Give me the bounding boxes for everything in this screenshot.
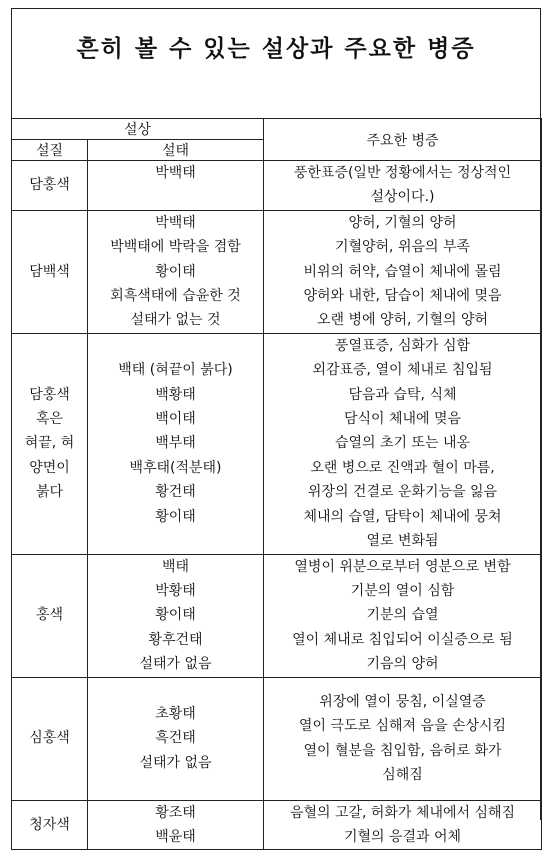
tongue-coating-line: 설태가 없음 <box>139 656 212 673</box>
disease-line: 열이 혈분을 침입함, 음허로 화가 <box>303 742 502 759</box>
disease-line: 풍한표증(일반 정황에서는 정상적인 <box>293 165 512 181</box>
disease-line: 기혈의 응결과 어체 <box>343 828 462 845</box>
tongue-coating-line: 황후건태 <box>148 631 203 648</box>
tongue-body-line: 담백색 <box>29 263 70 280</box>
disease-line: 기분의 열이 심함 <box>350 582 455 599</box>
tongue-body-color <box>12 161 88 211</box>
tongue-body-color <box>12 210 88 333</box>
tongue-coating-line: 황건태 <box>155 484 196 501</box>
disease-line: 담식이 체내에 몆음 <box>343 411 462 428</box>
tongue-coating-cell <box>88 800 264 850</box>
tongue-body-color <box>12 554 88 677</box>
tongue-body-line: 양면이 <box>29 459 70 476</box>
disease-cell <box>264 210 542 333</box>
tongue-body-line: 담홍색 <box>29 177 70 194</box>
disease-line: 외감표증, 열이 체내로 침입됨 <box>312 362 493 379</box>
tongue-body-line: 청자색 <box>29 816 70 833</box>
table-row <box>12 800 542 850</box>
tongue-coating-line: 회흑색태에 습윤한 것 <box>110 288 241 305</box>
disease-line: 기음의 양허 <box>366 656 439 673</box>
tongue-coating-line: 박백태 <box>155 165 196 181</box>
tongue-coating-line: 설태가 없음 <box>139 754 212 771</box>
tongue-coating-line: 백태 <box>161 558 190 575</box>
disease-line: 설상이다.) <box>370 189 435 206</box>
tongue-coating-line: 박황태 <box>155 582 196 599</box>
tongue-coating-line: 황이태 <box>155 263 196 280</box>
table-row <box>12 677 542 800</box>
tongue-body-color <box>12 800 88 850</box>
tongue-body-line: 심홍색 <box>29 730 70 747</box>
disease-line: 심해짐 <box>382 766 423 783</box>
tongue-coating-line: 백부태 <box>155 435 196 452</box>
tongue-coating-cell <box>88 554 264 677</box>
tongue-coating-line: 흑건태 <box>155 730 196 747</box>
disease-line: 열이 극도로 심해져 음을 손상시킴 <box>298 718 507 735</box>
disease-line: 오랜 병에 양허, 기혈의 양허 <box>316 312 488 329</box>
disease-line: 풍열표증, 심화가 심함 <box>334 337 471 354</box>
table-row <box>12 554 542 677</box>
table-row <box>12 210 542 333</box>
disease-line: 기분의 습열 <box>366 607 439 624</box>
tongue-coating-line: 황이태 <box>155 508 196 525</box>
disease-line: 위장의 건결로 운화기능을 잃음 <box>307 484 498 501</box>
disease-line: 열이 체내로 침입되어 이실증으로 됨 <box>292 631 513 648</box>
disease-cell <box>264 554 542 677</box>
disease-cell <box>264 677 542 800</box>
disease-line: 양허와 내한, 담습이 체내에 몆음 <box>303 288 502 305</box>
header-tongue-coating: 설태 <box>88 140 264 161</box>
disease-line: 양허, 기혈의 양허 <box>348 214 457 231</box>
tongue-coating-line: 백후태(적분태) <box>129 459 222 476</box>
tongue-body-color <box>12 677 88 800</box>
disease-line: 열로 변화됨 <box>366 533 439 550</box>
disease-line: 기혈양허, 위음의 부족 <box>334 239 471 256</box>
tongue-coating-line: 백이태 <box>155 411 196 428</box>
disease-line: 오랜 병으로 진액과 혈이 마름, <box>310 459 495 476</box>
header-tongue-appearance: 설상 <box>12 119 264 140</box>
tongue-body-line: 혀끝, 혀 <box>24 435 75 452</box>
disease-cell <box>264 333 542 554</box>
tongue-coating-line: 백태 (혀끝이 붉다) <box>118 362 233 379</box>
header-tongue-body: 설질 <box>12 140 88 161</box>
tongue-coating-line: 백황태 <box>155 386 196 403</box>
tongue-coating-line: 백윤태 <box>155 828 196 845</box>
tongue-coating-cell <box>88 161 264 211</box>
tongue-body-line: 붉다 <box>35 484 64 501</box>
tongue-body-line: 홍색 <box>35 607 64 624</box>
tongue-body-color <box>12 333 88 554</box>
tongue-coating-line: 초황태 <box>155 705 196 722</box>
disease-cell <box>264 161 542 211</box>
page-title: 흔히 볼 수 있는 설상과 주요한 병증 <box>76 36 476 62</box>
tongue-coating-line <box>88 775 263 799</box>
tongue-coating-line <box>88 185 263 209</box>
tongue-coating-line: 박백태에 박락을 겸함 <box>110 239 241 256</box>
header-main-disease: 주요한 병증 <box>264 119 542 161</box>
disease-line: 음혈의 고갈, 허화가 체내에서 심해짐 <box>289 804 516 821</box>
tongue-body-line: 담홍색 <box>29 386 70 403</box>
table-row <box>12 333 542 554</box>
tongue-coating-line: 황이태 <box>155 607 196 624</box>
disease-line: 체내의 습열, 담탁이 체내에 뭉쳐 <box>303 508 502 525</box>
tongue-body-line: 혹은 <box>35 411 64 428</box>
disease-line: 위장에 열이 뭉침, 이실열증 <box>319 693 486 710</box>
tongue-coating-line: 황조태 <box>155 804 196 821</box>
tongue-coating-cell <box>88 333 264 554</box>
tongue-coating-line: 박백태 <box>155 214 196 231</box>
table-row <box>12 161 542 211</box>
tongue-coating-line <box>88 678 263 702</box>
disease-line: 습열의 초기 또는 내옹 <box>334 435 471 452</box>
tongue-coating-line <box>88 334 263 358</box>
tongue-coating-line: 설태가 없는 것 <box>130 312 221 329</box>
disease-line: 비위의 허약, 습열이 체내에 몰림 <box>303 263 502 280</box>
disease-line: 담음과 습탁, 식체 <box>348 386 457 403</box>
tongue-coating-line <box>88 529 263 553</box>
disease-cell <box>264 800 542 850</box>
disease-line: 열병이 위분으로부터 영분으로 변함 <box>294 558 511 575</box>
tongue-coating-cell <box>88 210 264 333</box>
tongue-coating-cell <box>88 677 264 800</box>
tongue-diagnosis-table <box>11 118 542 850</box>
